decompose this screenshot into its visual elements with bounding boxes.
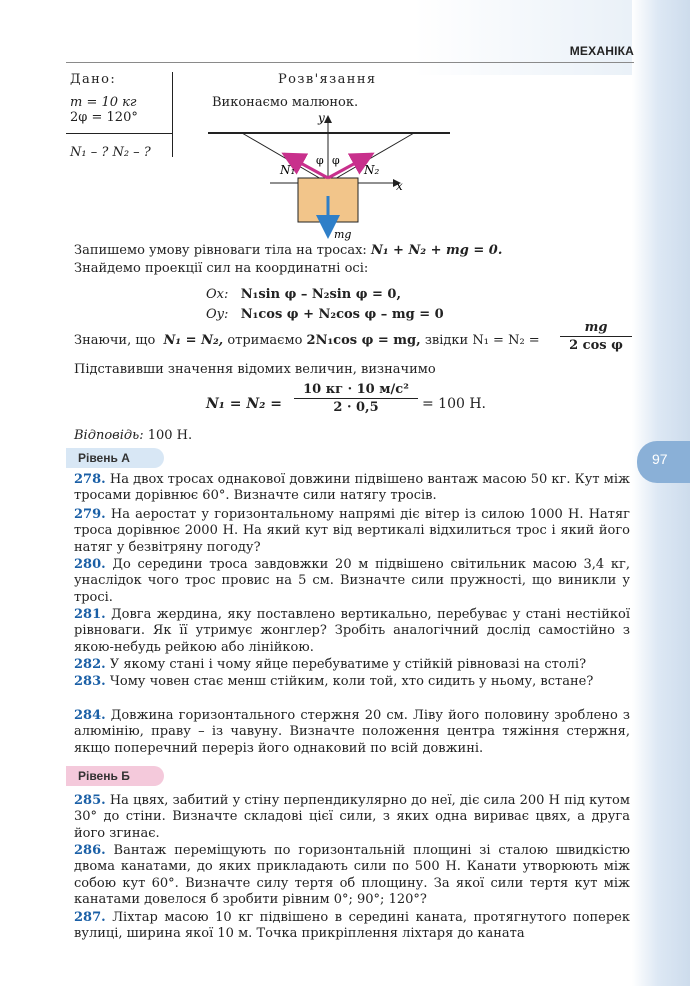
header-rule	[66, 62, 634, 63]
given-angle: 2φ = 120°	[70, 110, 138, 125]
problem-283: 283. Чому човен стає менш стійким, коли той, хто сидить у ньому, встане?	[74, 674, 594, 689]
level-b-label: Рівень Б	[78, 769, 130, 783]
problem-287: 287. Ліхтар масою 10 кг підвішено в середині каната, протягнутого поперек вулиці, ширина якої 10 м. Точка прикріплення ліхтаря до каната	[74, 910, 630, 942]
calc-right: = 100 Н.	[422, 396, 487, 412]
problem-282: 282. У якому стані і чому яйце перебуватиме у стійкій рівновазі на столі?	[74, 657, 587, 672]
oy-equation: Oy: N₁cos φ + N₂cos φ – mg = 0	[206, 307, 444, 322]
y-label: y	[318, 111, 325, 125]
given-divider	[172, 72, 173, 157]
n2-label: N₂	[364, 163, 380, 177]
force-diagram	[200, 108, 460, 248]
solution-intro: Виконаємо малюнок.	[212, 95, 359, 110]
page-margin-sidebar	[632, 0, 690, 986]
problem-281: 281. Довга жердина, яку поставлено вертикально, перебуває у стані нестійкої рівноваги. Як її утримує жонглер? Зробіть аналогічний дослід самостійно з якою-небудь рейкою або лінійкою.	[74, 607, 630, 655]
substitute-line: Підставивши значення відомих величин, визначимо	[74, 362, 436, 377]
mg-label: mg	[334, 228, 352, 241]
fraction-mg: mg 2 cos φ	[560, 320, 632, 353]
given-title: Дано:	[70, 72, 117, 87]
top-band	[0, 0, 690, 75]
n1-label: N₁	[280, 163, 296, 177]
knowing-line: Знаючи, що N₁ = N₂, отримаємо 2N₁cos φ = mg, звідки N₁ = N₂ =	[74, 333, 540, 348]
answer-line: Відповідь: 100 Н.	[74, 428, 193, 443]
fraction-calc: 10 кг · 10 м/с² 2 · 0,5	[294, 382, 418, 415]
ox-equation: Ox: N₁sin φ – N₂sin φ = 0,	[206, 287, 401, 302]
problem-278: 278. На двох тросах однакової довжини підвішено вантаж масою 50 кг. Кут між тросами дорівнює 60°. Визначте сили натягу тросів.	[74, 472, 630, 504]
given-rule	[66, 133, 172, 134]
x-label: x	[396, 179, 403, 193]
problem-286: 286. Вантаж переміщують по горизонтальній площині зі сталою швидкістю двома канатами, до яких прикладають сили по 500 Н. Канати утворюють між собою кут 60°. Визначте силу тертя об площину. За якої сили тертя кут між канатами довелося б зробити рівним 0°; 90°; 120°?	[74, 843, 630, 908]
section-header: МЕХАНІКА	[569, 44, 634, 58]
given-find: N₁ – ? N₂ – ?	[70, 145, 151, 160]
problem-285: 285. На цвях, забитий у стіну перпендикулярно до неї, діє сила 200 Н під кутом 30° до стіни. Визначте складові цієї сили, з яких одна вириває цвях, а друга його згинає.	[74, 793, 630, 841]
phi-left: φ	[316, 154, 324, 167]
solution-title: Розв'язання	[278, 72, 377, 87]
projections-line: Знайдемо проекції сил на координатні осі:	[74, 261, 369, 276]
given-mass: m = 10 кг	[70, 95, 137, 110]
level-a-label: Рівень А	[78, 451, 130, 465]
problem-279: 279. На аеростат у горизонтальному напрямі діє вітер із силою 1000 Н. Натяг троса дорівнює 2000 Н. На який кут від вертикалі відхилиться трос і який його натяг у безвітряну погоду?	[74, 507, 630, 555]
calc-left: N₁ = N₂ =	[206, 396, 282, 412]
problem-280: 280. До середини троса завдовжки 20 м підвішено світильник масою 3,4 кг, унаслідок чого трос провис на 5 см. Визначте сили пружності, що виникли у тросі.	[74, 557, 630, 605]
phi-right: φ	[332, 154, 340, 167]
problem-284: 284. Довжина горизонтального стержня 20 см. Ліву його половину зроблено з алюмінію, праву – із чавуну. Визначте положення центра тяжіння стержня, якщо поперечний переріз його однаковий по всій довжині.	[74, 708, 630, 756]
page-number: 97	[652, 451, 668, 467]
equilibrium-line: Запишемо умову рівноваги тіла на тросах: N₁ + N₂ + mg = 0.	[74, 243, 503, 258]
